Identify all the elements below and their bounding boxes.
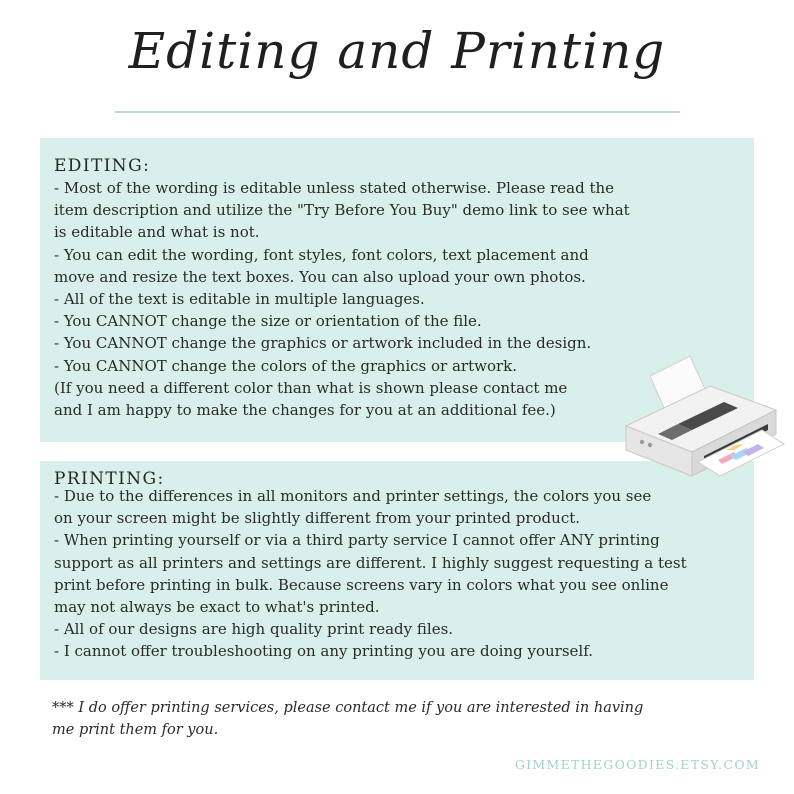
editing-heading: EDITING: bbox=[54, 156, 151, 176]
editing-line: - Most of the wording is editable unless stated otherwise. Please read the bbox=[54, 179, 615, 197]
editing-line: - You CANNOT change the graphics or artwork included in the design. bbox=[54, 334, 592, 353]
editing-line: - You CANNOT change the colors of the graphics or artwork. bbox=[54, 356, 518, 375]
printing-line: print before printing in bulk. Because screens vary in colors what you see online bbox=[54, 575, 669, 594]
printing-line: - When printing yourself or via a third party service I cannot offer ANY printing bbox=[54, 531, 660, 550]
shop-url[interactable]: GIMMETHEGOODIES.ETSY.COM bbox=[514, 757, 760, 772]
editing-line: - All of the text is editable in multiple languages. bbox=[54, 290, 425, 309]
editing-line: item description and utilize the "Try Before You Buy" demo link to see what bbox=[54, 201, 630, 220]
note-line: me print them for you. bbox=[52, 722, 219, 738]
printer-icon bbox=[618, 338, 786, 478]
editing-text bbox=[54, 177, 674, 421]
editing-line: is editable and what is not. bbox=[54, 223, 260, 242]
editing-line: - You CANNOT change the size or orientation of the file. bbox=[54, 312, 482, 331]
printing-text bbox=[54, 485, 754, 663]
printing-services-note bbox=[52, 697, 702, 741]
printing-panel bbox=[40, 461, 754, 680]
page-title: Editing and Printing bbox=[128, 22, 666, 80]
printing-line: - Due to the differences in all monitors and printer settings, the colors you see bbox=[54, 487, 652, 505]
editing-line: - You can edit the wording, font styles, font colors, text placement and bbox=[54, 245, 589, 264]
printing-line: - All of our designs are high quality print ready files. bbox=[54, 620, 454, 639]
printing-line: - I cannot offer troubleshooting on any printing you are doing yourself. bbox=[54, 642, 594, 661]
printing-line: support as all printers and settings are different. I highly suggest requesting a test bbox=[54, 553, 687, 572]
editing-line: (If you need a different color than what is shown please contact me bbox=[54, 378, 568, 397]
printing-line: may not always be exact to what's printed. bbox=[54, 598, 380, 617]
note-line: *** I do offer printing services, please contact me if you are interested in having bbox=[52, 700, 644, 716]
editing-line: and I am happy to make the changes for you at an additional fee.) bbox=[54, 401, 556, 420]
printing-line: on your screen might be slightly different from your printed product. bbox=[54, 509, 581, 528]
printing-heading: PRINTING: bbox=[54, 469, 165, 489]
title-divider bbox=[115, 111, 680, 113]
editing-line: move and resize the text boxes. You can also upload your own photos. bbox=[54, 267, 586, 286]
